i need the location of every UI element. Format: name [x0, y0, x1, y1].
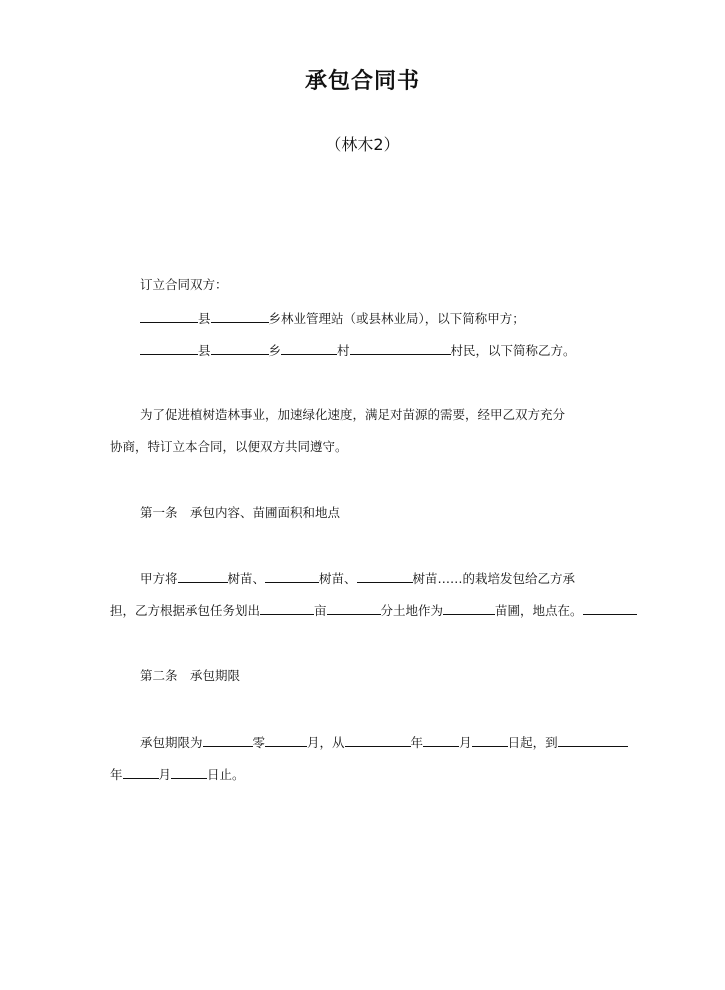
parties-heading: 订立合同双方：	[140, 277, 228, 292]
article2-day-to-label: 日起，到	[507, 735, 558, 750]
article1-seedling-1: 树苗、	[227, 571, 266, 586]
blank-field	[123, 765, 159, 779]
blank-field	[281, 341, 337, 355]
blank-field	[211, 341, 269, 355]
article2-heading: 第二条 承包期限	[140, 668, 241, 683]
article2-year-label: 年	[410, 735, 424, 750]
article1-line-1	[140, 569, 575, 588]
article1-fen-label: 分土地作为	[380, 603, 444, 618]
article2-line-2	[110, 765, 245, 784]
blank-field	[327, 601, 381, 615]
party-a-line	[140, 309, 525, 328]
party-b-township-label: 乡	[268, 343, 282, 358]
party-a-county-label: 县	[198, 311, 211, 326]
blank-field	[350, 341, 451, 355]
blank-field	[171, 765, 207, 779]
article1-seedling-2: 树苗、	[319, 571, 357, 586]
article2-month-label: 月	[459, 735, 472, 750]
article1-seedling-3: 树苗……的栽培发包给乙方承	[412, 571, 576, 586]
blank-field	[265, 733, 307, 747]
article1-line1-start: 甲方将	[140, 571, 178, 586]
article2-line1-start: 承包期限为	[140, 735, 203, 750]
article2-line2-year-label: 年	[110, 767, 123, 782]
blank-field	[443, 601, 495, 615]
blank-field	[260, 601, 314, 615]
article2-line-1	[140, 733, 628, 752]
article2-line2-month-label: 月	[158, 767, 172, 782]
blank-field	[357, 569, 413, 583]
article2-month-from-label: 月，从	[307, 735, 345, 750]
preamble-line-2: 协商，特订立本合同，以便双方共同遵守。	[110, 439, 348, 454]
document-title: 承包合同书	[304, 69, 420, 94]
preamble-line-1: 为了促进植树造林事业，加速绿化速度，满足对苗源的需要，经甲乙双方充分	[140, 407, 566, 422]
article1-line2-start: 担，乙方根据承包任务划出	[110, 603, 261, 618]
party-a-rest: 乡林业管理站（或县林业局），以下简称甲方；	[268, 311, 525, 326]
article1-mu-label: 亩	[314, 603, 327, 618]
article1-nursery-label: 苗圃，地点在。	[495, 603, 583, 618]
blank-field	[140, 341, 198, 355]
party-b-rest: 村民，以下简称乙方。	[450, 343, 576, 358]
blank-field	[178, 569, 228, 583]
blank-field	[140, 309, 198, 323]
article2-day-end-label: 日止。	[207, 767, 245, 782]
blank-field	[583, 601, 637, 615]
party-b-line	[140, 341, 576, 360]
article2-ling-label: 零	[252, 735, 266, 750]
article1-line-2	[110, 601, 637, 620]
blank-field	[423, 733, 459, 747]
blank-field	[345, 733, 411, 747]
blank-field	[211, 309, 269, 323]
blank-field	[558, 733, 628, 747]
blank-field	[203, 733, 253, 747]
blank-field	[472, 733, 508, 747]
document-subtitle: （林木2）	[325, 135, 400, 154]
party-b-county-label: 县	[198, 343, 211, 358]
article1-heading: 第一条 承包内容、苗圃面积和地点	[140, 505, 341, 520]
party-b-village-label: 村	[337, 343, 350, 358]
blank-field	[265, 569, 319, 583]
